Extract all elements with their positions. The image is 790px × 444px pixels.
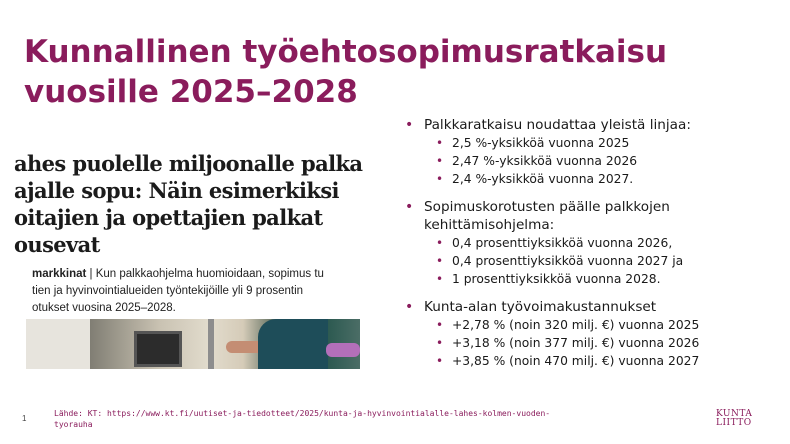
source-link[interactable]: Lähde: KT: https://www.kt.fi/uutiset-ja-tiedotteet/2025/kunta-ja-hyvinvointialalle-lahes-kolmen-vuoden-tyorauha [54,409,551,429]
title-line-2: vuosille 2025–2028 [24,74,358,110]
sub-bullet-item: • 0,4 prosenttiyksikköä vuonna 2027 ja [402,252,782,270]
photo-door-frame [26,319,90,369]
photo-nurse-sleeve [258,319,328,369]
sub-bullet-item: • 2,4 %-yksikköä vuonna 2027. [402,170,782,188]
sub-bullet-item: • 2,5 %-yksikköä vuonna 2025 [402,134,782,152]
logo-line-1: KUNTA [716,409,753,419]
logo-line-2: LIITTO [716,418,752,428]
bullet-group-kehittamisohjelma [402,198,782,288]
bullet-group-tyovoimakustannukset [402,298,782,370]
bullet-item: • Sopimuskorotusten päälle palkkojen kehittämisohjelma: [402,198,782,234]
kuntaliitto-logo [716,410,764,428]
clipping-lead-rest: | Kun palkkaohjelma huomioidaan, sopimus tu [86,268,324,280]
clipping-headline-line: ahes puolelle miljoonalle palka [14,151,363,176]
clipping-headline-line: ajalle sopu: Näin esimerkiksi [14,178,339,203]
bullet-group-palkkaratkaisu [402,116,782,188]
clipping-lead-line [32,266,432,283]
clipping-lead-line: otukset vuosina 2025–2028. [32,302,176,314]
news-clipping [14,140,363,369]
clipping-headline [14,150,414,258]
slide-title [24,32,724,112]
clipping-lead-line: tien ja hyvinvointialueiden työntekijöille yli 9 prosentin [32,285,304,297]
bullet-item: • Palkkaratkaisu noudattaa yleistä linjaa: [402,116,782,134]
sub-bullet-item: • 1 prosenttiyksikköä vuonna 2028. [402,270,782,288]
page-number: 1 [22,414,27,423]
clipping-photo [26,319,360,369]
bullet-item: • Kunta-alan työvoimakustannukset [402,298,782,316]
clipping-headline-line: oitajien ja opettajien palkat [14,205,323,230]
sub-bullet-item: • 2,47 %-yksikköä vuonna 2026 [402,152,782,170]
sub-bullet-item: • +2,78 % (noin 320 milj. €) vuonna 2025 [402,316,782,334]
sub-bullet-item: • 0,4 prosenttiyksikköä vuonna 2026, [402,234,782,252]
clipping-headline-line: ousevat [14,232,100,257]
photo-iv-pole [208,319,214,369]
photo-glove [326,343,360,357]
sub-bullet-item: • +3,18 % (noin 377 milj. €) vuonna 2026 [402,334,782,352]
clipping-lead-strong: markkinat [32,268,87,280]
photo-monitor [134,331,182,367]
title-line-1: Kunnallinen työehtosopimusratkaisu [24,34,668,70]
clipping-lead [32,266,432,317]
sub-bullet-item: • +3,85 % (noin 470 milj. €) vuonna 2027 [402,352,782,370]
bullet-list [402,116,782,380]
